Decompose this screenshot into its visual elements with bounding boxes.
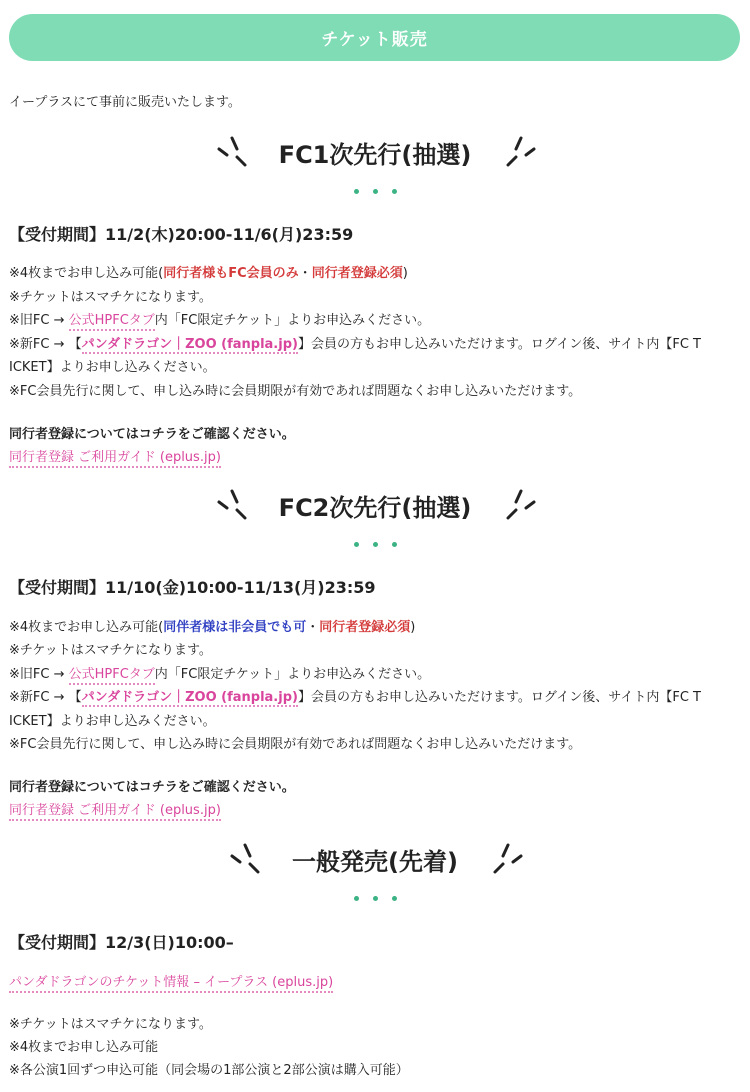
sparkle-right-icon [485, 842, 525, 878]
companion-guide-link-wrap [9, 448, 221, 468]
note-line: ※FC会員先行に関して、申し込み時に会員期限が有効であれば問題なくお申し込みいただけます。 [9, 737, 582, 752]
dots-divider [0, 886, 750, 905]
reception-period: 【受付期間】11/10(金)10:00-11/13(月)23:59 [9, 578, 376, 597]
ticket-sales-header [9, 14, 740, 61]
reception-period: 【受付期間】11/2(木)20:00-11/6(月)23:59 [9, 225, 354, 244]
official-hp-fc-tab-link[interactable]: 公式HPFCタブ [69, 313, 155, 331]
note-line: ※新FC → 【パンダドラゴン｜ZOO (fanpla.jp)】会員の方もお申し込みいただけます。ログイン後、サイト内【FC T [9, 337, 701, 352]
note-line: ※チケットはスマチケになります。 [9, 1017, 212, 1032]
companion-heading: 同行者登録についてはコチラをご確認ください。 [9, 427, 295, 442]
section-heading-fc2 [0, 488, 750, 548]
intro-text: イープラスにて事前に販売いたします。 [9, 95, 241, 110]
note-line: ICKET】よりお申し込みください。 [9, 714, 216, 729]
note-line: ※旧FC → 公式HPFCタブ内「FC限定チケット」よりお申込みください。 [9, 665, 430, 685]
companion-guide-link[interactable]: 同行者登録 ご利用ガイド (eplus.jp) [9, 803, 221, 821]
note-line: ※旧FC → 公式HPFCタブ内「FC限定チケット」よりお申込みください。 [9, 311, 430, 331]
sparkle-right-icon [498, 135, 538, 171]
section-title: FC2次先行(抽選) [278, 494, 472, 522]
dots-divider [0, 179, 750, 198]
dots-divider [0, 532, 750, 551]
note-line: ※4枚までお申し込み可能(同行者様もFC会員のみ・同行者登録必須) [9, 266, 408, 281]
reception-period: 【受付期間】12/3(日)10:00– [9, 933, 234, 952]
header-title: チケット販売 [321, 30, 428, 50]
companion-guide-link-wrap [9, 801, 221, 821]
note-line: ICKET】よりお申し込みください。 [9, 360, 216, 375]
section-heading-fc1 [0, 135, 750, 195]
note-line: ※4枚までお申し込み可能 [9, 1040, 159, 1055]
ticket-info-link-wrap [9, 973, 333, 993]
note-line: ※チケットはスマチケになります。 [9, 643, 212, 658]
note-line: ※各公演1回ずつ申込可能（同会場の1部公演と2部公演は購入可能） [9, 1063, 409, 1078]
eplus-ticket-info-link[interactable]: パンダドラゴンのチケット情報 – イープラス (eplus.jp) [9, 975, 333, 993]
fanpla-link[interactable]: パンダドラゴン｜ZOO (fanpla.jp) [81, 337, 298, 352]
official-hp-fc-tab-link[interactable]: 公式HPFCタブ [69, 667, 155, 685]
section-title: FC1次先行(抽選) [278, 141, 472, 169]
section-heading-general [0, 842, 750, 902]
companion-heading: 同行者登録についてはコチラをご確認ください。 [9, 780, 295, 795]
note-line: ※チケットはスマチケになります。 [9, 290, 212, 305]
note-line: ※新FC → 【パンダドラゴン｜ZOO (fanpla.jp)】会員の方もお申し込みいただけます。ログイン後、サイト内【FC T [9, 690, 701, 705]
note-line: ※FC会員先行に関して、申し込み時に会員期限が有効であれば問題なくお申し込みいただけます。 [9, 384, 582, 399]
section-title: 一般発売(先着) [292, 848, 458, 876]
sparkle-right-icon [498, 488, 538, 524]
fanpla-link[interactable]: パンダドラゴン｜ZOO (fanpla.jp) [81, 690, 298, 705]
note-line: ※4枚までお申し込み可能(同伴者様は非会員でも可・同行者登録必須) [9, 620, 416, 635]
companion-guide-link[interactable]: 同行者登録 ご利用ガイド (eplus.jp) [9, 450, 221, 468]
